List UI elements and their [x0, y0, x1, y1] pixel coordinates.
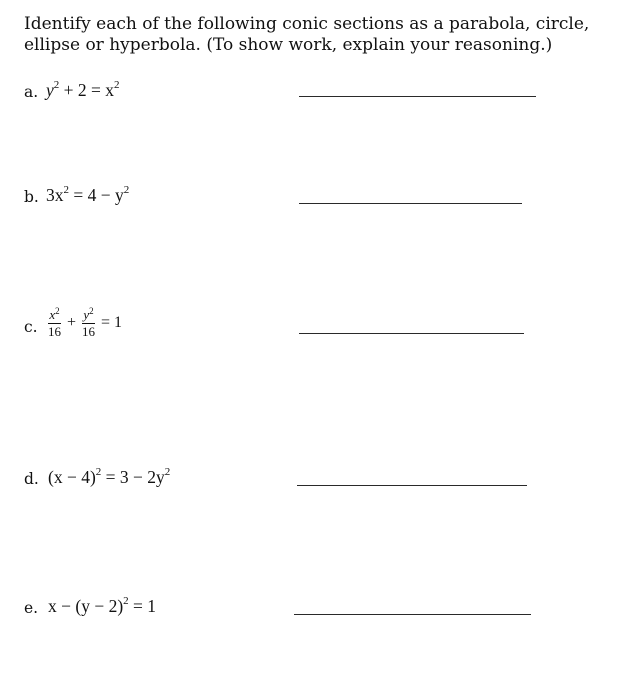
answer-line-d[interactable]	[297, 485, 527, 486]
equation-term: 3x	[46, 185, 64, 205]
answer-line-c[interactable]	[299, 333, 524, 334]
equation	[46, 308, 122, 339]
problem-letter: c.	[24, 318, 38, 336]
equation	[48, 467, 170, 488]
problem-letter: e.	[24, 599, 39, 617]
problem-letter: b.	[24, 188, 39, 206]
instructions-text: Identify each of the following conic sections as a parabola, circle, ellipse or hyperbola. (To show work, explain your reasoning.)	[24, 14, 590, 55]
fraction-denominator: 16	[48, 324, 61, 339]
answer-line-e[interactable]	[294, 614, 531, 615]
exponent: 2	[53, 79, 60, 91]
equation-term: x − (y − 2)	[48, 596, 124, 616]
fraction-denominator: 16	[82, 324, 96, 339]
exponent: 2	[123, 184, 130, 196]
equation-term: = 3 − 2y	[101, 467, 165, 487]
problem-a	[24, 80, 604, 120]
problem-letter: d.	[24, 470, 39, 488]
exponent: 2	[123, 595, 129, 607]
exponent: 2	[114, 79, 120, 91]
answer-line-a[interactable]	[299, 96, 536, 97]
fraction	[48, 308, 61, 339]
fraction-numerator: $y^2$	[83, 306, 94, 322]
fraction	[82, 308, 95, 339]
equation-rhs: = 1	[101, 314, 123, 332]
equation-term: + 2 = x	[59, 80, 115, 100]
fraction-numerator: $x^2$	[49, 306, 60, 322]
equation-term: = 1	[128, 596, 157, 616]
exponent: 2	[164, 466, 171, 478]
equation-term: (x − 4)	[48, 467, 96, 487]
plus-operator: +	[67, 314, 77, 332]
exponent: 2	[95, 466, 102, 478]
problem-c	[24, 308, 604, 348]
equation-term: = 4 − y	[69, 185, 124, 205]
problem-b	[24, 185, 604, 225]
exponent: 2	[63, 184, 69, 196]
equation	[46, 80, 120, 101]
problem-e	[24, 596, 604, 636]
equation	[46, 185, 129, 206]
answer-line-b[interactable]	[299, 203, 522, 204]
problem-d	[24, 467, 604, 507]
equation-term: y	[46, 80, 54, 100]
problem-letter: a.	[24, 83, 39, 101]
equation	[48, 596, 156, 617]
